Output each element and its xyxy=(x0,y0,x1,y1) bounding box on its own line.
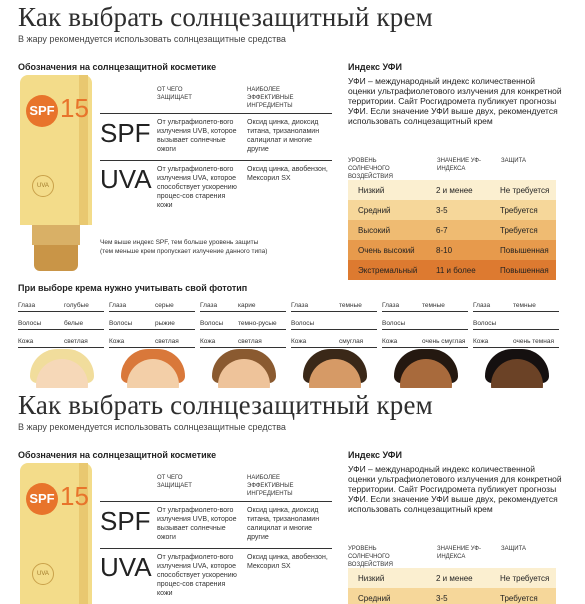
spf-ingredients: Оксид цинка, диоксид титана, тризаноламин салицилат и многие другие xyxy=(247,119,320,153)
uva-protects: От ультрафиолето-вого излучения UVA, которое способствует ускорению процес-сов старения кожи xyxy=(157,166,237,209)
col-protects: ОТ ЧЕГО ЗАЩИЩАЕТ xyxy=(157,475,192,489)
divider xyxy=(100,548,332,549)
phototype-heading: При выборе крема нужно учитывать свой фототип xyxy=(18,283,248,293)
col-protects: ОТ ЧЕГО ЗАЩИЩАЕТ xyxy=(157,87,192,101)
spf-label: SPF xyxy=(100,506,151,536)
uv-level: Низкий xyxy=(358,186,385,195)
uv-col-level: УРОВЕНЬ СОЛНЕЧНОГО ВОЗДЕЙСТВИЯ xyxy=(348,546,393,568)
uv-protection: Повышенная xyxy=(500,246,549,255)
phototype-column xyxy=(109,299,199,389)
uv-value: 3-5 xyxy=(436,594,448,603)
col-ingredients: НАИБОЛЕЕ ЭФФЕКТИВНЫЕ ИНГРЕДИЕНТЫ xyxy=(247,475,294,497)
skin-label: Кожа xyxy=(109,338,125,345)
uv-row-high xyxy=(348,220,556,240)
spf-note-1: Чем выше индекс SPF, тем больше уровень защиты xyxy=(100,239,259,246)
uv-col-value: ЗНАЧЕНИЕ УФ-ИНДЕКСА xyxy=(437,158,481,172)
uv-row-low xyxy=(348,568,556,588)
infographic-copy-bottom xyxy=(0,388,585,604)
uv-col-level: УРОВЕНЬ СОЛНЕЧНОГО ВОЗДЕЙСТВИЯ xyxy=(348,158,393,180)
uv-value: 6-7 xyxy=(436,226,448,235)
uv-col-protection: ЗАЩИТА xyxy=(501,158,527,164)
eyes-value: темные xyxy=(339,302,362,309)
page-subtitle: В жару рекомендуется использовать солнцезащитные средства xyxy=(18,34,286,44)
uv-protection: Не требуется xyxy=(500,574,550,583)
page-title: Как выбрать солнцезащитный крем xyxy=(18,390,433,420)
uv-protection: Требуется xyxy=(500,206,538,215)
hair-value: белые xyxy=(64,320,84,327)
skin-value: смуглая xyxy=(339,338,364,345)
divider xyxy=(100,501,332,502)
eyes-value: карие xyxy=(238,302,256,309)
uv-level: Высокий xyxy=(358,226,391,235)
hair-label: Волосы xyxy=(473,320,497,327)
spf-value: 15 xyxy=(60,481,89,511)
uv-value: 8-10 xyxy=(436,246,453,255)
uv-level: Средний xyxy=(358,206,391,215)
eyes-label: Глаза xyxy=(382,302,400,309)
skin-label: Кожа xyxy=(291,338,307,345)
uv-row-medium xyxy=(348,200,556,220)
col-ingredients: НАИБОЛЕЕ ЭФФЕКТИВНЫЕ ИНГРЕДИЕНТЫ xyxy=(247,87,294,109)
hair-label: Волосы xyxy=(200,320,224,327)
eyes-label: Глаза xyxy=(200,302,218,309)
uva-protects: От ультрафиолето-вого излучения UVA, которое способствует ускорению процес-сов старения кожи xyxy=(157,554,237,597)
spf-badge: SPF xyxy=(26,95,58,127)
uv-heading: Индекс УФИ xyxy=(348,450,402,460)
spf-label: SPF xyxy=(100,118,151,148)
spf-badge: SPF xyxy=(26,483,58,515)
spf-ingredients: Оксид цинка, диоксид титана, тризаноламин салицилат и многие другие xyxy=(247,507,320,541)
uva-badge: UVA xyxy=(32,563,54,585)
eyes-label: Глаза xyxy=(473,302,491,309)
page-title: Как выбрать солнцезащитный крем xyxy=(18,2,433,32)
hair-label: Волосы xyxy=(109,320,133,327)
skin-label: Кожа xyxy=(473,338,489,345)
hair-value: темно-русые xyxy=(238,320,277,327)
hair-label: Волосы xyxy=(382,320,406,327)
uv-level: Экстремальный xyxy=(358,266,418,275)
uva-ingredients: Оксид цинка, авобензон, Мексорил SX xyxy=(247,166,328,182)
divider xyxy=(100,113,332,114)
eyes-value: голубые xyxy=(64,302,89,309)
uv-value: 11 и более xyxy=(436,266,476,275)
hair-value: рыжие xyxy=(155,320,175,327)
spf-protects: От ультрафиолето-вого излучения UVB, которое вызывает солнечные ожоги xyxy=(157,507,237,541)
spf-note-2: (тем меньше крем пропускает излучение данного типа) xyxy=(100,248,268,255)
eyes-label: Глаза xyxy=(18,302,36,309)
uv-col-protection: ЗАЩИТА xyxy=(501,546,527,552)
eyes-value: серые xyxy=(155,302,174,309)
skin-value: очень темная xyxy=(513,338,554,345)
uv-row-medium xyxy=(348,588,556,604)
skin-label: Кожа xyxy=(18,338,34,345)
skin-value: светлая xyxy=(238,338,262,345)
uva-label: UVA xyxy=(100,164,152,194)
eyes-value: темные xyxy=(422,302,445,309)
uva-badge: UVA xyxy=(32,175,54,197)
phototype-column xyxy=(291,299,381,389)
phototype-column xyxy=(473,299,563,389)
sunscreen-tube-illustration xyxy=(20,463,92,604)
uv-row-low xyxy=(348,180,556,200)
uv-level: Очень высокий xyxy=(358,246,415,255)
uv-col-value: ЗНАЧЕНИЕ УФ-ИНДЕКСА xyxy=(437,546,481,560)
page-subtitle: В жару рекомендуется использовать солнцезащитные средства xyxy=(18,422,286,432)
hair-label: Волосы xyxy=(18,320,42,327)
uv-value: 3-5 xyxy=(436,206,448,215)
uv-description: УФИ – международный индекс количественной оценки ультрафиолетового излучения для конкретной территории. Сайт Росгидромета публикует прогнозы УФИ. Если значение УФИ выше двух, рекомендуется использовать солнцезащитный крем xyxy=(348,76,562,126)
uva-ingredients: Оксид цинка, авобензон, Мексорил SX xyxy=(247,554,328,570)
uv-level: Средний xyxy=(358,594,391,603)
skin-label: Кожа xyxy=(200,338,216,345)
skin-value: светлая xyxy=(64,338,88,345)
phototype-column xyxy=(18,299,108,389)
uv-protection: Требуется xyxy=(500,226,538,235)
uv-description: УФИ – международный индекс количественной оценки ультрафиолетового излучения для конкретной территории. Сайт Росгидромета публикует прогнозы УФИ. Если значение УФИ выше двух, рекомендуется использовать солнцезащитный крем xyxy=(348,464,562,514)
eyes-label: Глаза xyxy=(291,302,309,309)
spf-protects: От ультрафиолето-вого излучения UVB, которое вызывает солнечные ожоги xyxy=(157,119,237,153)
phototype-column xyxy=(200,299,290,389)
uv-protection: Не требуется xyxy=(500,186,550,195)
eyes-label: Глаза xyxy=(109,302,127,309)
uv-level: Низкий xyxy=(358,574,385,583)
uv-heading: Индекс УФИ xyxy=(348,62,402,72)
hair-label: Волосы xyxy=(291,320,315,327)
cosmetics-heading: Обозначения на солнцезащитной косметике xyxy=(18,450,217,460)
uv-protection: Требуется xyxy=(500,594,538,603)
uv-protection: Повышенная xyxy=(500,266,549,275)
skin-label: Кожа xyxy=(382,338,398,345)
sunscreen-tube-illustration xyxy=(20,75,92,275)
uv-row-extreme xyxy=(348,260,556,280)
skin-value: светлая xyxy=(155,338,179,345)
uv-value: 2 и менее xyxy=(436,186,473,195)
cosmetics-heading: Обозначения на солнцезащитной косметике xyxy=(18,62,217,72)
divider xyxy=(100,160,332,161)
spf-value: 15 xyxy=(60,93,89,123)
uv-row-very-high xyxy=(348,240,556,260)
phototype-column xyxy=(382,299,472,389)
eyes-value: темные xyxy=(513,302,536,309)
uv-value: 2 и менее xyxy=(436,574,473,583)
uva-label: UVA xyxy=(100,552,152,582)
skin-value: очень смуглая xyxy=(422,338,466,345)
